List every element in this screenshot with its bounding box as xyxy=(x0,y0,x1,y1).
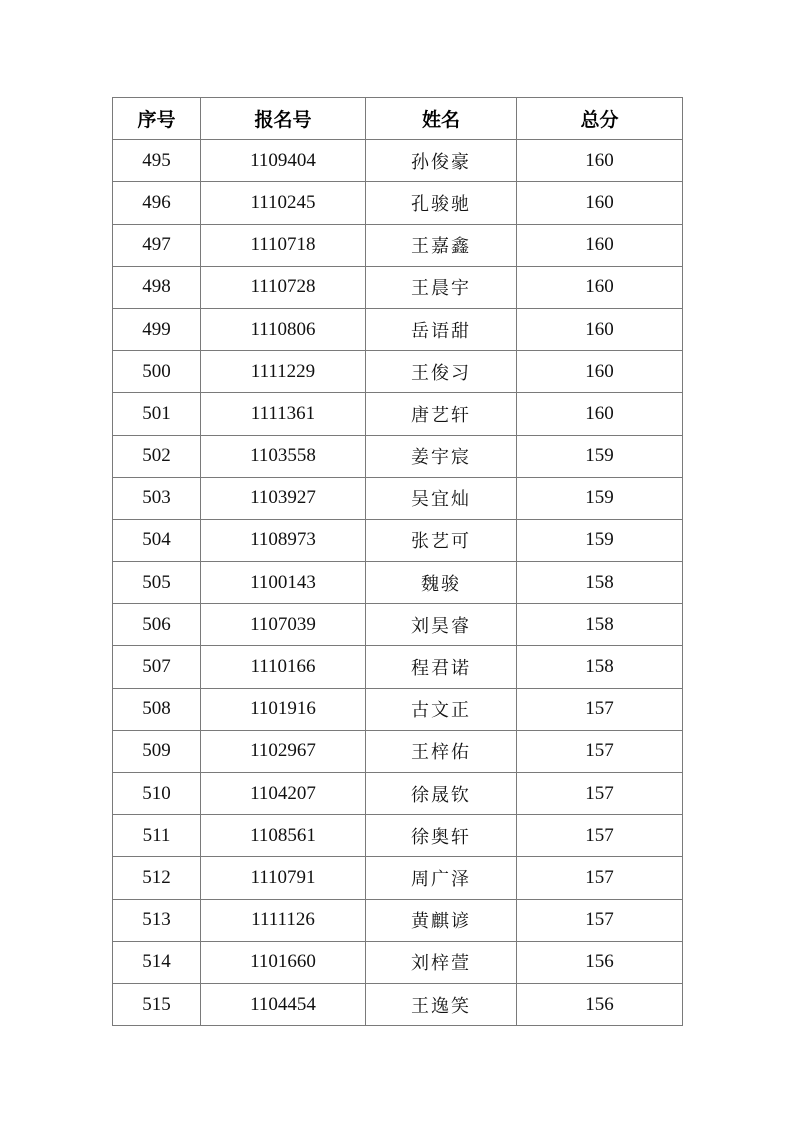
table-row xyxy=(113,308,683,350)
cell-reg-no: 1111126 xyxy=(201,899,366,941)
cell-seq: 506 xyxy=(113,604,201,646)
header-seq: 序号 xyxy=(113,98,201,140)
cell-score: 160 xyxy=(517,224,683,266)
cell-name: 程君诺 xyxy=(366,646,517,688)
cell-score: 157 xyxy=(517,730,683,772)
cell-name: 魏骏 xyxy=(366,562,517,604)
table-row xyxy=(113,604,683,646)
cell-seq: 512 xyxy=(113,857,201,899)
cell-reg-no: 1108973 xyxy=(201,519,366,561)
cell-reg-no: 1111361 xyxy=(201,393,366,435)
cell-score: 156 xyxy=(517,941,683,983)
cell-seq: 503 xyxy=(113,477,201,519)
cell-seq: 511 xyxy=(113,815,201,857)
cell-name: 王梓佑 xyxy=(366,730,517,772)
cell-score: 158 xyxy=(517,604,683,646)
table-header-row xyxy=(113,98,683,140)
table-row xyxy=(113,182,683,224)
cell-name: 岳语甜 xyxy=(366,308,517,350)
table-row xyxy=(113,941,683,983)
cell-seq: 498 xyxy=(113,266,201,308)
cell-score: 160 xyxy=(517,351,683,393)
cell-seq: 502 xyxy=(113,435,201,477)
table-row xyxy=(113,646,683,688)
cell-reg-no: 1104454 xyxy=(201,983,366,1025)
cell-seq: 499 xyxy=(113,308,201,350)
cell-score: 157 xyxy=(517,815,683,857)
cell-seq: 515 xyxy=(113,983,201,1025)
cell-name: 吴宜灿 xyxy=(366,477,517,519)
cell-score: 159 xyxy=(517,477,683,519)
cell-seq: 507 xyxy=(113,646,201,688)
cell-name: 王晨宇 xyxy=(366,266,517,308)
cell-seq: 501 xyxy=(113,393,201,435)
cell-seq: 500 xyxy=(113,351,201,393)
cell-score: 160 xyxy=(517,266,683,308)
cell-seq: 509 xyxy=(113,730,201,772)
cell-reg-no: 1101660 xyxy=(201,941,366,983)
cell-name: 周广泽 xyxy=(366,857,517,899)
cell-seq: 508 xyxy=(113,688,201,730)
table-row xyxy=(113,730,683,772)
header-name: 姓名 xyxy=(366,98,517,140)
cell-reg-no: 1110718 xyxy=(201,224,366,266)
cell-name: 孙俊豪 xyxy=(366,140,517,182)
table-body xyxy=(113,140,683,1026)
table-row xyxy=(113,477,683,519)
cell-name: 姜宇宸 xyxy=(366,435,517,477)
cell-reg-no: 1103927 xyxy=(201,477,366,519)
cell-score: 159 xyxy=(517,519,683,561)
table-row xyxy=(113,899,683,941)
cell-reg-no: 1110806 xyxy=(201,308,366,350)
cell-score: 160 xyxy=(517,182,683,224)
cell-reg-no: 1107039 xyxy=(201,604,366,646)
cell-score: 157 xyxy=(517,688,683,730)
cell-score: 158 xyxy=(517,646,683,688)
score-table xyxy=(112,97,683,1026)
cell-score: 157 xyxy=(517,857,683,899)
cell-score: 160 xyxy=(517,393,683,435)
table-row xyxy=(113,562,683,604)
cell-score: 160 xyxy=(517,140,683,182)
cell-name: 黄麒谚 xyxy=(366,899,517,941)
cell-name: 王俊习 xyxy=(366,351,517,393)
cell-seq: 513 xyxy=(113,899,201,941)
cell-name: 张艺可 xyxy=(366,519,517,561)
cell-seq: 505 xyxy=(113,562,201,604)
table-row xyxy=(113,435,683,477)
cell-name: 刘昊睿 xyxy=(366,604,517,646)
table-row xyxy=(113,773,683,815)
cell-name: 孔骏驰 xyxy=(366,182,517,224)
header-score: 总分 xyxy=(517,98,683,140)
cell-name: 刘梓萱 xyxy=(366,941,517,983)
table-row xyxy=(113,519,683,561)
cell-name: 徐晟钦 xyxy=(366,773,517,815)
cell-name: 徐奥轩 xyxy=(366,815,517,857)
cell-reg-no: 1110245 xyxy=(201,182,366,224)
cell-reg-no: 1100143 xyxy=(201,562,366,604)
table-row xyxy=(113,393,683,435)
cell-reg-no: 1109404 xyxy=(201,140,366,182)
cell-name: 王嘉鑫 xyxy=(366,224,517,266)
cell-reg-no: 1110728 xyxy=(201,266,366,308)
cell-name: 王逸笑 xyxy=(366,983,517,1025)
cell-score: 157 xyxy=(517,773,683,815)
table-row xyxy=(113,688,683,730)
cell-reg-no: 1111229 xyxy=(201,351,366,393)
table-row xyxy=(113,140,683,182)
table-row xyxy=(113,266,683,308)
cell-score: 156 xyxy=(517,983,683,1025)
table-row xyxy=(113,983,683,1025)
cell-seq: 496 xyxy=(113,182,201,224)
cell-seq: 510 xyxy=(113,773,201,815)
header-reg-no: 报名号 xyxy=(201,98,366,140)
table-row xyxy=(113,815,683,857)
cell-seq: 495 xyxy=(113,140,201,182)
cell-seq: 497 xyxy=(113,224,201,266)
cell-name: 唐艺轩 xyxy=(366,393,517,435)
table-row xyxy=(113,224,683,266)
cell-score: 157 xyxy=(517,899,683,941)
cell-reg-no: 1101916 xyxy=(201,688,366,730)
cell-seq: 504 xyxy=(113,519,201,561)
cell-reg-no: 1110791 xyxy=(201,857,366,899)
cell-reg-no: 1110166 xyxy=(201,646,366,688)
cell-reg-no: 1104207 xyxy=(201,773,366,815)
cell-reg-no: 1103558 xyxy=(201,435,366,477)
table-row xyxy=(113,351,683,393)
cell-seq: 514 xyxy=(113,941,201,983)
cell-reg-no: 1102967 xyxy=(201,730,366,772)
cell-score: 158 xyxy=(517,562,683,604)
cell-reg-no: 1108561 xyxy=(201,815,366,857)
cell-name: 古文正 xyxy=(366,688,517,730)
cell-score: 159 xyxy=(517,435,683,477)
cell-score: 160 xyxy=(517,308,683,350)
table-row xyxy=(113,857,683,899)
